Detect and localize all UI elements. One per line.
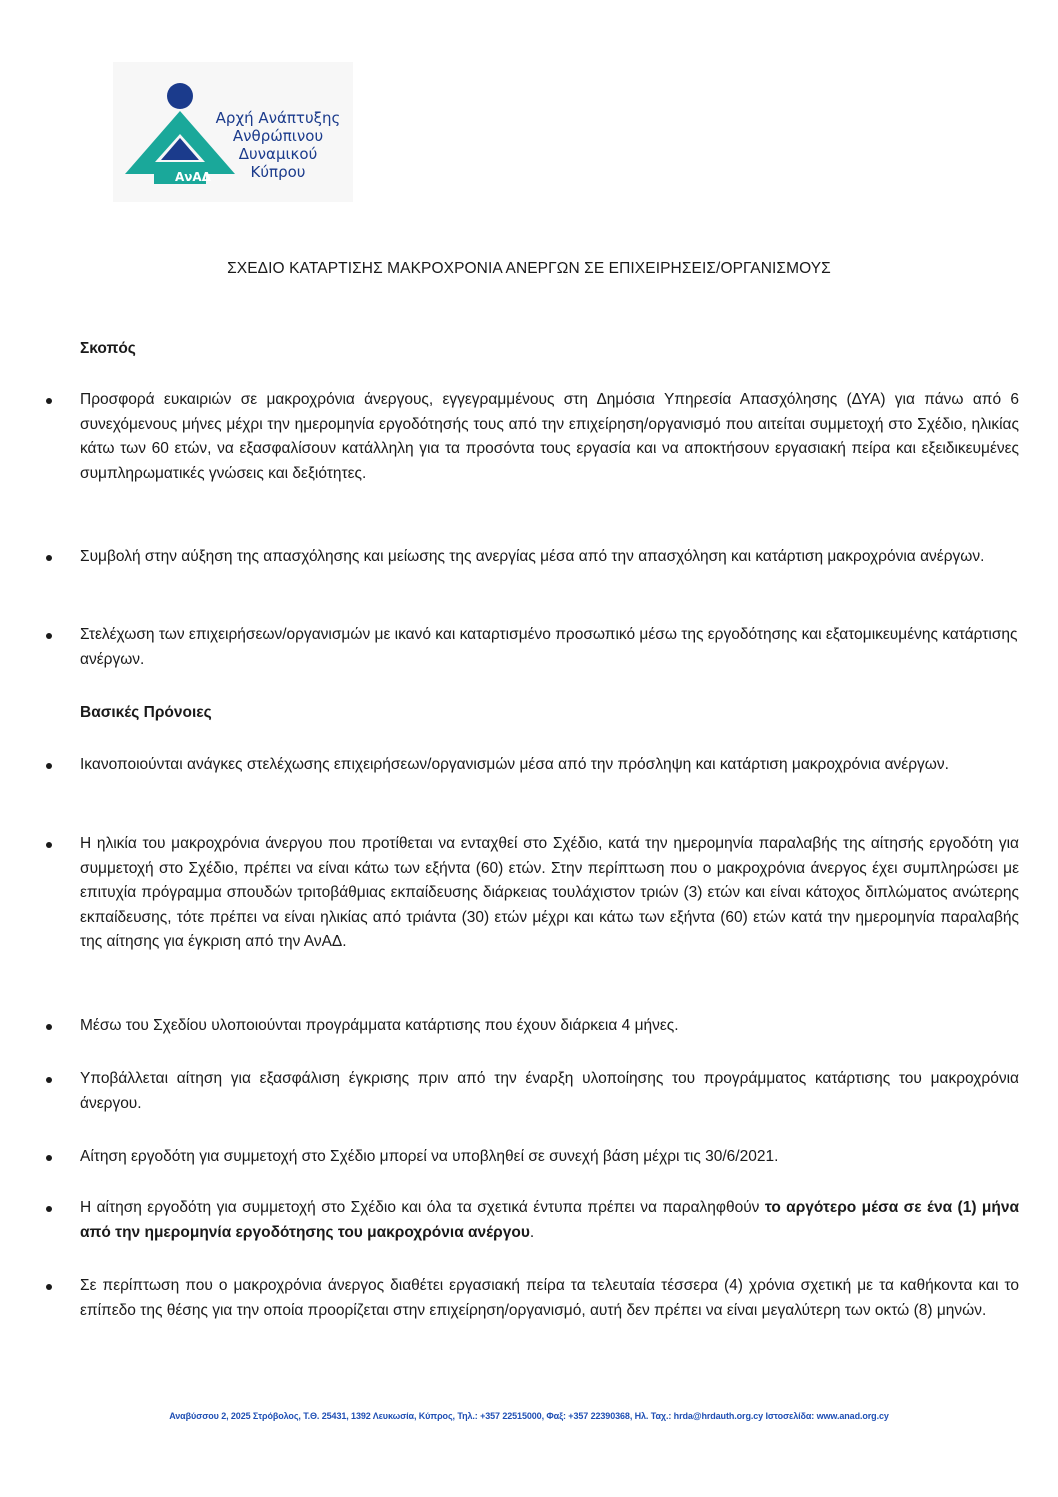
list-item-text (80, 1196, 1019, 1245)
list-item (80, 832, 1019, 955)
footer-contact-info: Αναβύσσου 2, 2025 Στρόβολος, Τ.Θ. 25431, 1392 Λευκωσία, Κύπρος, Τηλ.: +357 22515000, Φαξ: +357 22390368, Ηλ. Ταχ.: hrda@hrdauth.org.cy Ιστοσελίδα: www.anad.org.cy (169, 1411, 889, 1421)
list-item-text: Μέσω του Σχεδίου υλοποιούνται προγράμματα κατάρτισης που έχουν διάρκεια 4 μήνες. (80, 1017, 679, 1034)
bullet-icon (46, 398, 52, 404)
list-item (80, 753, 1019, 778)
logo-line: Δυναμικού (238, 145, 318, 163)
bullet-icon (46, 555, 52, 561)
list-item-text-bold: το αργότερο μέσα σε ένα (1) μήνα από την ημερομηνία εργοδότησης του μακροχρόνια ανέργου (80, 1199, 1019, 1241)
list-item (80, 1274, 1019, 1323)
list-item-text-regular: Η αίτηση εργοδότη για συμμετοχή στο Σχέδιο και όλα τα σχετικά έντυπα πρέπει να παραληφθούν (80, 1199, 765, 1216)
list-item-text: Υποβάλλεται αίτηση για εξασφάλιση έγκρισης πριν από την έναρξη υλοποίησης του προγράμματος κατάρτισης του μακροχρόνια άνεργου. (80, 1070, 1019, 1112)
document-title: ΣΧΕΔΙΟ ΚΑΤΑΡΤΙΣΗΣ ΜΑΚΡΟΧΡΟΝΙΑ ΑΝΕΡΓΩΝ ΣΕ ΕΠΙΧΕΙΡΗΣΕΙΣ/ΟΡΓΑΝΙΣΜΟΥΣ (227, 260, 831, 277)
bullet-icon (46, 1284, 52, 1290)
bullet-icon (46, 763, 52, 769)
list-item-text: Ικανοποιούνται ανάγκες στελέχωσης επιχειρήσεων/οργανισμών μέσα από την πρόσληψη και κατάρτιση μακροχρόνια ανέργων. (80, 756, 949, 773)
list-item-text: Προσφορά ευκαιριών σε μακροχρόνια άνεργους, εγγεγραμμένους στη Δημόσια Υπηρεσία Απασχόλησης (ΔΥΑ) για πάνω από 6 συνεχόμενους μήνες μέχρι την ημερομηνία εργοδότησής τους από την επιχείρηση/οργανισμό που αιτείται συμμετοχή στο Σχέδιο, ηλικίας κάτω των 60 ετών, να εξασφαλίσουν κατάλληλη για τα προσόντα τους εργασία και να αποκτήσουν εργασιακή πείρα και εξειδικευμένες συμπληρωματικές γνώσεις και δεξιότητες. (80, 391, 1019, 482)
list-item (80, 545, 1019, 570)
list-item-text: Συμβολή στην αύξηση της απασχόλησης και μείωσης της ανεργίας μέσα από την απασχόληση και κατάρτιση μακροχρόνια ανέργων. (80, 548, 985, 565)
list-item (80, 1196, 1019, 1245)
logo-head-circle (167, 83, 193, 109)
section-heading-provisions: Βασικές Πρόνοιες (80, 704, 212, 721)
list-item (80, 1145, 1019, 1170)
bullet-icon (46, 633, 52, 639)
list-item-text: Σε περίπτωση που ο μακροχρόνια άνεργος διαθέτει εργασιακή πείρα τα τελευταία τέσσερα (4) χρόνια σχετική με τα καθήκοντα και το επίπεδο της θέσης για την οποία προορίζεται στην επιχείρηση/οργανισμό, αυτή δεν πρέπει να είναι μεγαλύτερη των οκτώ (8) μηνών. (80, 1277, 1019, 1319)
list-item-text-end: . (529, 1223, 535, 1241)
bullet-icon (46, 1155, 52, 1161)
list-item (80, 1014, 1019, 1039)
bullet-icon (46, 1024, 52, 1030)
logo-line: Ανθρώπινου (232, 127, 324, 145)
bullet-icon (46, 842, 52, 848)
logo-line: Αρχή Ανάπτυξης (215, 109, 341, 127)
list-item-text: Η ηλικία του μακροχρόνια άνεργου που προτίθεται να ενταχθεί στο Σχέδιο, κατά την ημερομηνία παραλαβής της αίτησής εργοδότη για συμμετοχή στο Σχέδιο, πρέπει να είναι κάτω των εξήντα (60) ετών. Στην περίπτωση που ο μακροχρόνια άνεργος έχει συμπληρώσει με επιτυχία πρόγραμμα σπουδών τριτοβάθμιας εκπαίδευσης διάρκειας τουλάχιστον τριών (3) ετών και είναι κάτοχος διπλώματος ανώτερης εκπαίδευσης, τότε πρέπει να είναι ηλικίας από τριάντα (30) ετών μέχρι και κάτω των εξήντα (60) ετών κατά την ημερομηνία παραλαβής της αίτησης για έγκριση από την ΑνΑΔ. (80, 835, 1019, 950)
bullet-icon (46, 1077, 52, 1083)
logo-abbreviation: ΑνΑΔ (174, 170, 212, 184)
list-item (80, 388, 1019, 486)
list-item (80, 1067, 1019, 1116)
list-item-text: Στελέχωση των επιχειρήσεων/οργανισμών με ικανό και καταρτισμένο προσωπικό μέσω της εργοδότησης και εξατομικευμένης κατάρτισης ανέργων. (80, 626, 1018, 668)
logo-organization-name (213, 109, 343, 181)
list-item-text: Αίτηση εργοδότη για συμμετοχή στο Σχέδιο μπορεί να υποβληθεί σε συνεχή βάση μέχρι τις 30/6/2021. (80, 1148, 779, 1165)
section-heading-purpose: Σκοπός (80, 340, 136, 357)
logo-line: Κύπρου (250, 163, 306, 181)
logo (113, 62, 353, 202)
list-item (80, 623, 1019, 672)
bullet-icon (46, 1206, 52, 1212)
